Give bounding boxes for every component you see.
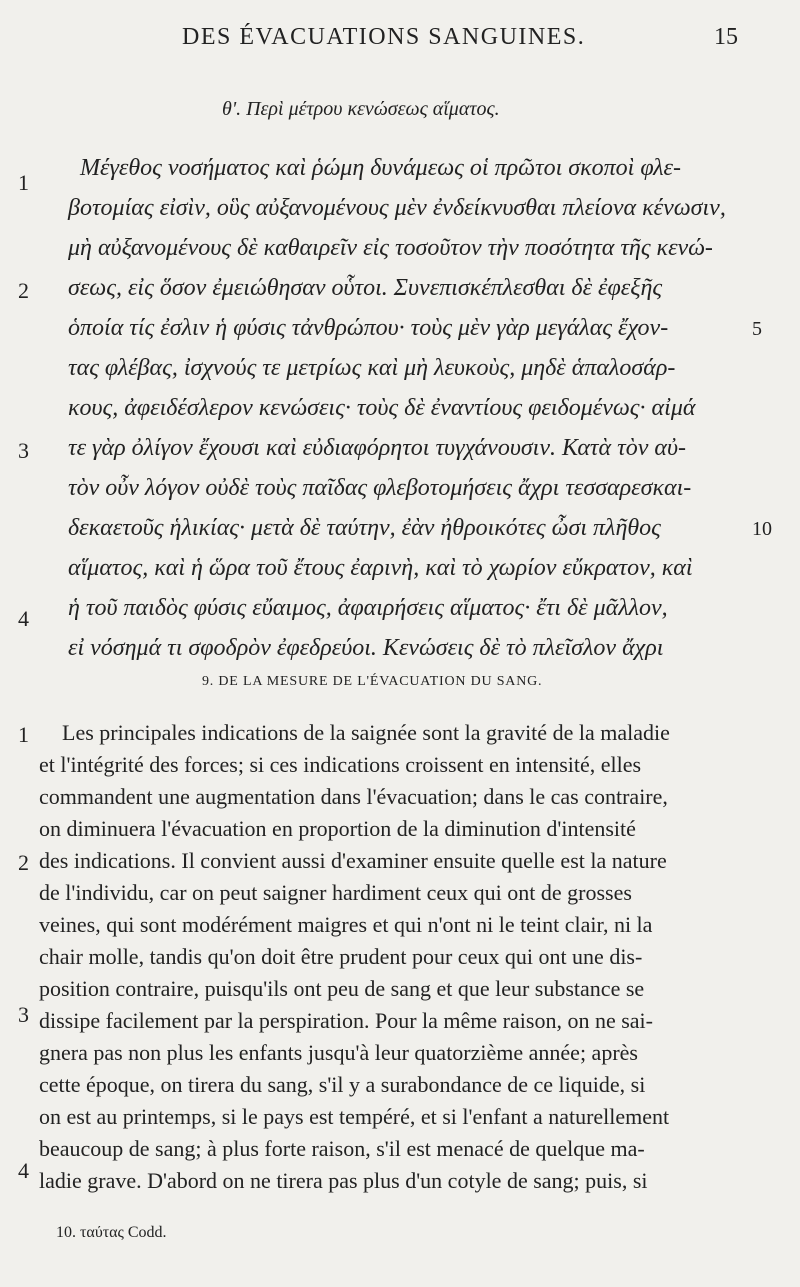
french-margin-number: 2 [18,850,29,875]
greek-line: τὸν οὖν λόγον οὐδὲ τοὺς παῖδας φλεβοτομήσεις ἄχρι τεσσαρεσκαι- [68,475,692,501]
french-line: et l'intégrité des forces; si ces indications croissent en intensité, elles [39,752,642,777]
french-line: beaucoup de sang; à plus forte raison, s'il est menacé de quelque ma- [39,1136,645,1161]
french-line: des indications. Il convient aussi d'examiner ensuite quelle est la nature [39,848,667,873]
french-line: de l'individu, car on peut saigner hardiment ceux qui ont de grosses [39,880,632,905]
french-line: commandent une augmentation dans l'évacuation; dans le cas contraire, [39,784,668,809]
french-line: veines, qui sont modérément maigres et qui n'ont ni le teint clair, ni la [39,912,653,937]
french-section-heading: 9. DE LA MESURE DE L'ÉVACUATION DU SANG. [202,674,543,689]
greek-line-number: 10 [752,518,772,540]
french-margin-number: 3 [18,1002,29,1027]
footnote: 10. ταύτας Codd. [56,1224,167,1241]
greek-margin-number: 2 [18,278,29,303]
greek-line: εἰ νόσημά τι σφοδρὸν ἐφεδρεύοι. Κενώσεις δὲ τὸ πλεῖσλον ἄχρι [68,635,664,661]
greek-margin-number: 4 [18,606,29,631]
greek-line: τας φλέβας, ἰσχνούς τε μετρίως καὶ μὴ λευκοὺς, μηδὲ ἁπαλοσάρ- [68,355,676,381]
running-title: DES ÉVACUATIONS SANGUINES. [182,24,586,50]
greek-line-number: 5 [752,318,762,340]
french-margin-number: 4 [18,1158,29,1183]
greek-margin-number: 1 [18,170,29,195]
french-line: chair molle, tandis qu'on doit être prudent pour ceux qui ont une dis- [39,944,643,969]
greek-line: ἡ τοῦ παιδὸς φύσις εὔαιμος, ἀφαιρήσεις αἵματος· ἔτι δὲ μᾶλλον, [68,595,668,621]
greek-margin-number: 3 [18,438,29,463]
french-line: dissipe facilement par la perspiration. Pour la même raison, on ne sai- [39,1008,653,1033]
french-line: gnera pas non plus les enfants jusqu'à leur quatorzième année; après [39,1040,638,1065]
page-header [0,24,800,56]
greek-line: κους, ἀφειδέσλερον κενώσεις· τοὺς δὲ ἐναντίους φειδομένως· αἰμά [68,395,696,421]
french-line: ladie grave. D'abord on ne tirera pas plus d'un cotyle de sang; puis, si [39,1168,648,1193]
greek-line: αἵματος, καὶ ἡ ὥρα τοῦ ἔτους ἐαρινὴ, καὶ τὸ χωρίον εὔκρατον, καὶ [68,555,693,581]
greek-line: Μέγεθος νοσήματος καὶ ῥώμη δυνάμεως οἱ πρῶτοι σκοποὶ φλε- [80,155,681,181]
page-number: 15 [714,24,738,50]
greek-line: τε γὰρ ὀλίγον ἔχουσι καὶ εὐδιαφόρητοι τυγχάνουσιν. Κατὰ τὸν αὐ- [68,435,686,461]
french-margin-number: 1 [18,722,29,747]
greek-line: μὴ αὐξανομένους δὲ καθαιρεῖν εἰς τοσοῦτον τὴν ποσότητα τῆς κενώ- [68,235,713,261]
french-line: on est au printemps, si le pays est tempéré, et si l'enfant a naturellement [39,1104,670,1129]
greek-line: βοτομίας εἰσὶν, οὓς αὐξανομένους μὲν ἐνδείκνυσθαι πλείονα κένωσιν, [68,195,726,221]
french-line: on diminuera l'évacuation en proportion de la diminution d'intensité [39,816,636,841]
greek-line: σεως, εἰς ὅσον ἐμειώθησαν οὗτοι. Συνεπισκέπλεσθαι δὲ ἐφεξῆς [68,275,663,301]
greek-line: δεκαετοῦς ἡλικίας· μετὰ δὲ ταύτην, ἐὰν ἠθροικότες ὦσι πλῆθος [68,515,661,541]
french-line: cette époque, on tirera du sang, s'il y a surabondance de ce liquide, si [39,1072,646,1097]
french-line: Les principales indications de la saignée sont la gravité de la maladie [62,720,670,745]
greek-line: ὁποία τίς ἐσλιν ἡ φύσις τἀνθρώπου· τοὺς μὲν γὰρ μεγάλας ἔχον- [68,315,669,341]
french-line: position contraire, puisqu'ils ont peu de sang et que leur substance se [39,976,645,1001]
greek-section-heading: θ'. Περὶ μέτρου κενώσεως αἵματος. [222,98,500,120]
